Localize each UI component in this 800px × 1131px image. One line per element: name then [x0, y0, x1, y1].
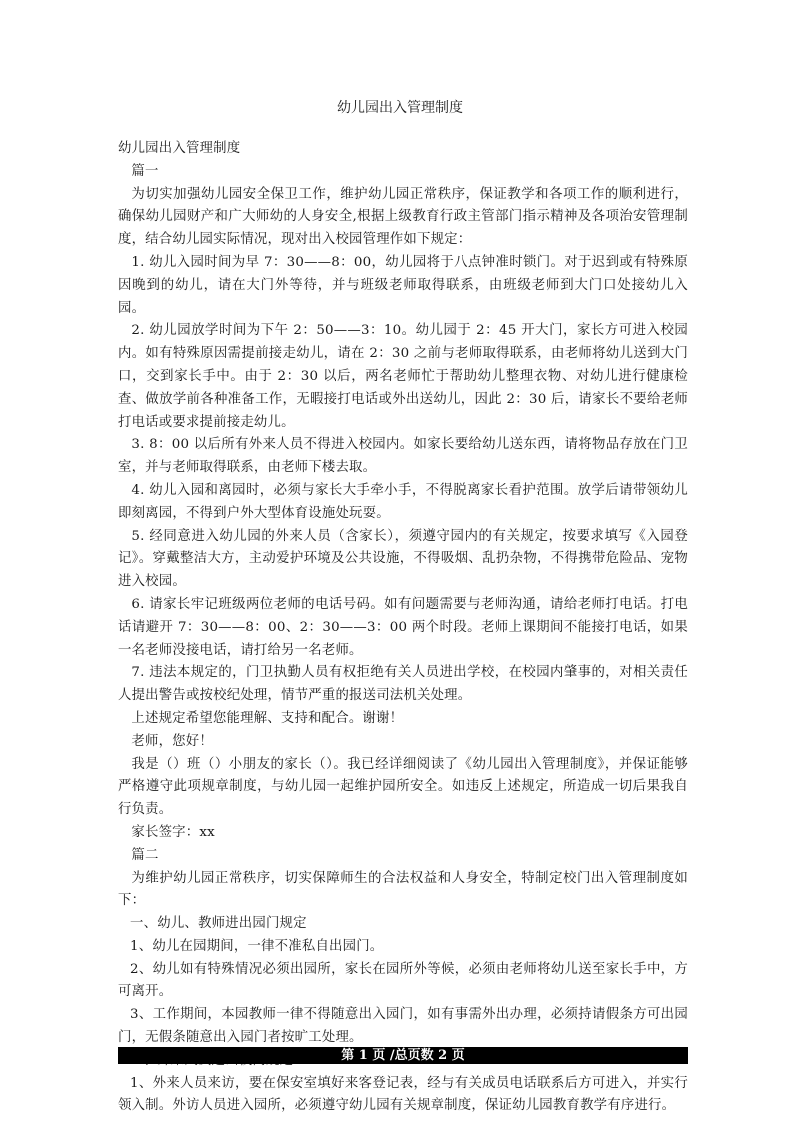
- pledge-paragraph: 我是（）班（）小朋友的家长（）。我已经详细阅读了《幼儿园出入管理制度》，并保证能够严格遵守此项规章制度，与幼儿园一起维护园所安全。如违反上述规定，所造成一切后果我自行负责。: [118, 756, 688, 818]
- document-title: 幼儿园出入管理制度: [337, 100, 463, 116]
- rule-paragraph: 6. 请家长牢记班级两位老师的电话号码。如有问题需要与老师沟通，请给老师打电话。打电话请避开 7：30——8：00、2：30——3：00 两个时段。老师上课期间不能接打电话，如果一名老师没接电话，请打给另一名老师。: [118, 596, 688, 658]
- part2-intro-paragraph: 为维护幼儿园正常秩序，切实保障师生的合法权益和人身安全，特制定校门出入管理制度如下：: [118, 870, 688, 909]
- section-title: 一、幼儿、教师进出园门规定: [130, 916, 307, 932]
- section-item: 1、幼儿在园期间，一律不准私自出园门。: [130, 938, 384, 954]
- intro-paragraph: 为切实加强幼儿园安全保卫工作，维护幼儿园正常秩序，保证教学和各项工作的顺利进行，确保幼儿园财产和广大师幼的人身安全,根据上级教育行政主管部门指示精神及各项治安管理制度，结合幼儿园实际情况，现对出入校园管理作如下规定：: [118, 186, 688, 248]
- page-number-text: 第 1 页 /总页数 2 页: [341, 1048, 465, 1063]
- rule-paragraph: 4. 幼儿入园和离园时，必须与家长大手牵小手，不得脱离家长看护范围。放学后请带领幼儿即刻离园，不得到户外大型体育设施处玩耍。: [118, 482, 688, 521]
- rule-paragraph: 3. 8：00 以后所有外来人员不得进入校园内。如家长要给幼儿送东西，请将物品存放在门卫室，并与老师取得联系，由老师下楼去取。: [118, 437, 688, 476]
- body-heading: 幼儿园出入管理制度: [118, 141, 241, 156]
- section-item: 1、外来人员来访，要在保安室填好来客登记表，经与有关成员电话联系后方可进入，并实行领入制。外访人员进入园所，必须遵守幼儿园有关规章制度，保证幼儿园教育教学有序进行。: [118, 1075, 688, 1114]
- rule-paragraph: 5. 经同意进入幼儿园的外来人员（含家长），须遵守园内的有关规定，按要求填写《入园登记》。穿戴整洁大方，主动爱护环境及公共设施，不得吸烟、乱扔杂物，不得携带危险品、宠物进入校园。: [118, 528, 688, 590]
- signature-line: 家长签字：xx: [131, 824, 215, 840]
- rule-paragraph: 2. 幼儿园放学时间为下午 2：50——3：10。幼儿园于 2：45 开大门，家长方可进入校园内。如有特殊原因需提前接走幼儿，请在 2：30 之前与老师取得联系，由老师将幼儿送到大门口，交到家长手中。由于 2：30 以后，两名老师忙于帮助幼儿整理衣物、对幼儿进行健康检查、做放学前各种准备工作，无暇接打电话或外出送幼儿，因此 2：30 后，请家长不要给老师打电话或要求提前接走幼儿。: [118, 323, 688, 430]
- rule-paragraph: 1. 幼儿入园时间为早 7：30——8：00，幼儿园将于八点钟准时锁门。对于迟到或有特殊原因晚到的幼儿，请在大门外等待，并与班级老师取得联系，由班级老师到大门口处接幼儿入园。: [118, 254, 688, 316]
- part-label-2: 篇二: [131, 847, 159, 863]
- greeting-paragraph: 老师，您好！: [131, 733, 213, 749]
- section-item: 2、幼儿如有特殊情况必须出园所，家长在园所外等候，必须由老师将幼儿送至家长手中，方可离开。: [118, 961, 688, 1000]
- section-item: 3、工作期间，本园教师一律不得随意出入园门，如有事需外出办理，必须持请假条方可出园门，无假条随意出入园门者按旷工处理。: [118, 1007, 688, 1046]
- page-footer: [118, 1047, 688, 1064]
- part-label-1: 篇一: [131, 163, 159, 179]
- rule-paragraph: 7. 违法本规定的，门卫执勤人员有权拒绝有关人员进出学校，在校园内肇事的，对相关责任人提出警告或按校纪处理，情节严重的报送司法机关处理。: [118, 665, 688, 704]
- document-body: [118, 138, 688, 1118]
- closing-paragraph: 上述规定希望您能理解、支持和配合。谢谢！: [131, 710, 404, 726]
